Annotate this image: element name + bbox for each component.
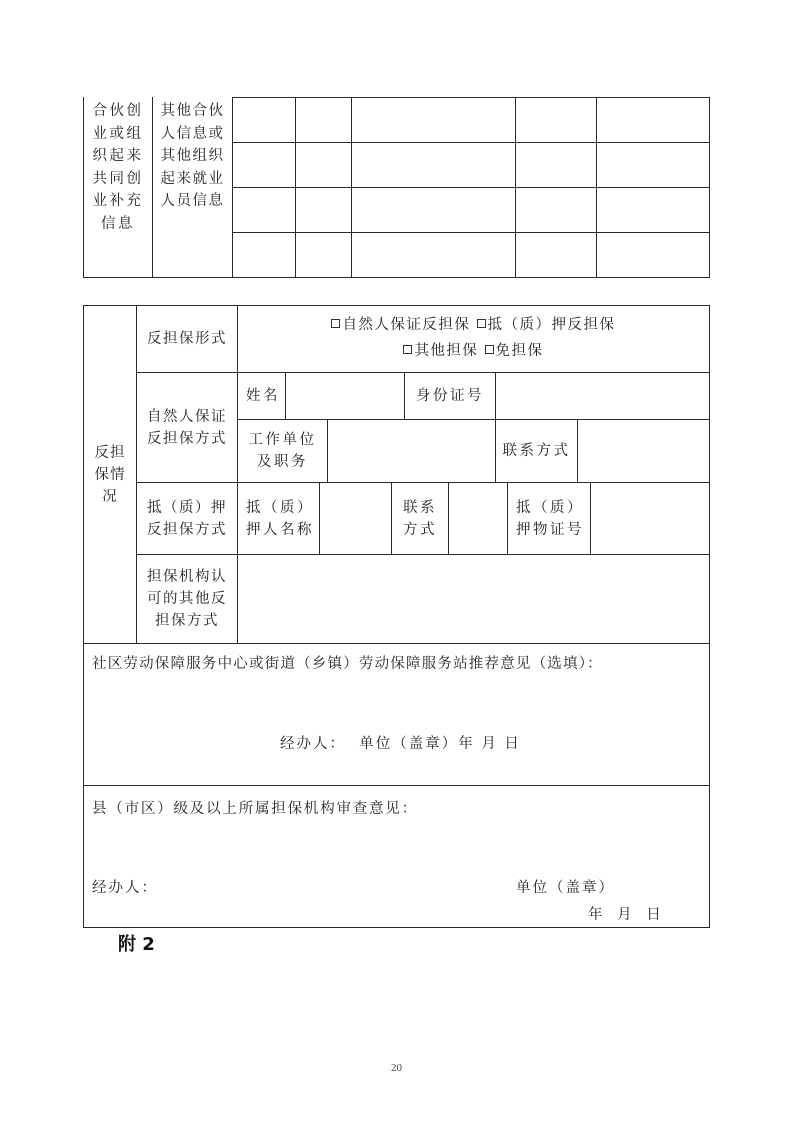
name-label: 姓名 xyxy=(246,388,280,404)
pledge-cert-input[interactable] xyxy=(591,483,709,554)
partner-sub-label: 其他合伙 人信息或 其他组织 起来就业 人员信息 xyxy=(160,103,225,209)
partner-cell[interactable] xyxy=(516,188,596,232)
checkbox-icon[interactable] xyxy=(485,345,494,354)
contact-input[interactable] xyxy=(578,420,709,482)
other-method-input[interactable] xyxy=(238,555,709,643)
partner-section-label: 合伙创 业或组 织起来 共同创 业补充 信息 xyxy=(92,103,144,232)
employer-input[interactable] xyxy=(328,420,495,482)
checkbox-icon[interactable] xyxy=(403,345,412,354)
county-handler-label: 经办人： xyxy=(92,880,158,896)
pledge-contact-input[interactable] xyxy=(449,483,507,554)
contact-label: 联系方式 xyxy=(502,443,571,459)
pledger-name-label: 抵（质） 押人名称 xyxy=(246,499,314,538)
community-signature-line: 经办人： 单位（盖章）年 月 日 xyxy=(280,736,521,752)
id-number-label: 身份证号 xyxy=(416,388,484,404)
form-label: 反担保形式 xyxy=(147,331,227,347)
partner-cell[interactable] xyxy=(352,98,515,142)
counter-guarantee-section-label: 反担 保情 况 xyxy=(94,445,126,505)
natural-person-label: 自然人保证 反担保方式 xyxy=(147,408,227,447)
partner-cell[interactable] xyxy=(233,143,295,187)
partner-cell[interactable] xyxy=(233,188,295,232)
annex-label: 附 2 xyxy=(118,934,155,955)
partner-cell[interactable] xyxy=(296,98,351,142)
employer-label: 工作单位 及职务 xyxy=(248,432,317,470)
pledge-cert-label: 抵（质） 押物证号 xyxy=(516,499,584,538)
form-options xyxy=(238,312,709,364)
community-opinion-input[interactable] xyxy=(90,675,700,725)
partner-cell[interactable] xyxy=(296,188,351,232)
partner-cell[interactable] xyxy=(516,98,596,142)
partner-cell[interactable] xyxy=(296,233,351,277)
pledger-name-input[interactable] xyxy=(320,483,391,554)
partner-cell[interactable] xyxy=(597,188,709,232)
community-opinion-title: 社区劳动保障服务中心或街道（乡镇）劳动保障服务站推荐意见（选填）： xyxy=(92,656,603,672)
checkbox-icon[interactable] xyxy=(477,319,486,328)
pledge-contact-label: 联系 方式 xyxy=(403,499,437,538)
partner-cell[interactable] xyxy=(597,143,709,187)
pledge-label: 抵（质）押 反担保方式 xyxy=(147,499,227,538)
other-method-label: 担保机构认 可的其他反 担保方式 xyxy=(147,569,227,629)
partner-cell[interactable] xyxy=(296,143,351,187)
partner-cell[interactable] xyxy=(597,98,709,142)
option-other[interactable]: 其他担保 xyxy=(403,343,478,359)
county-unit-label: 单位（盖章） xyxy=(516,880,615,896)
option-natural-person[interactable]: 自然人保证反担保 xyxy=(331,317,470,333)
county-opinion-title: 县（市区）级及以上所属担保机构审查意见： xyxy=(92,801,418,817)
county-opinion-input[interactable] xyxy=(90,820,700,865)
option-exempt[interactable]: 免担保 xyxy=(485,343,544,359)
partner-cell[interactable] xyxy=(516,233,596,277)
partner-cell[interactable] xyxy=(352,233,515,277)
page-number: 20 xyxy=(391,1062,402,1074)
county-date-label: 年 月 日 xyxy=(588,907,666,923)
partner-cell[interactable] xyxy=(233,98,295,142)
checkbox-icon[interactable] xyxy=(331,319,340,328)
partner-cell[interactable] xyxy=(233,233,295,277)
id-number-input[interactable] xyxy=(496,373,709,419)
partner-cell[interactable] xyxy=(597,233,709,277)
partner-cell[interactable] xyxy=(352,143,515,187)
option-pledge[interactable]: 抵（质）押反担保 xyxy=(477,317,616,333)
partner-cell[interactable] xyxy=(352,188,515,232)
name-input[interactable] xyxy=(286,373,404,419)
partner-cell[interactable] xyxy=(516,143,596,187)
